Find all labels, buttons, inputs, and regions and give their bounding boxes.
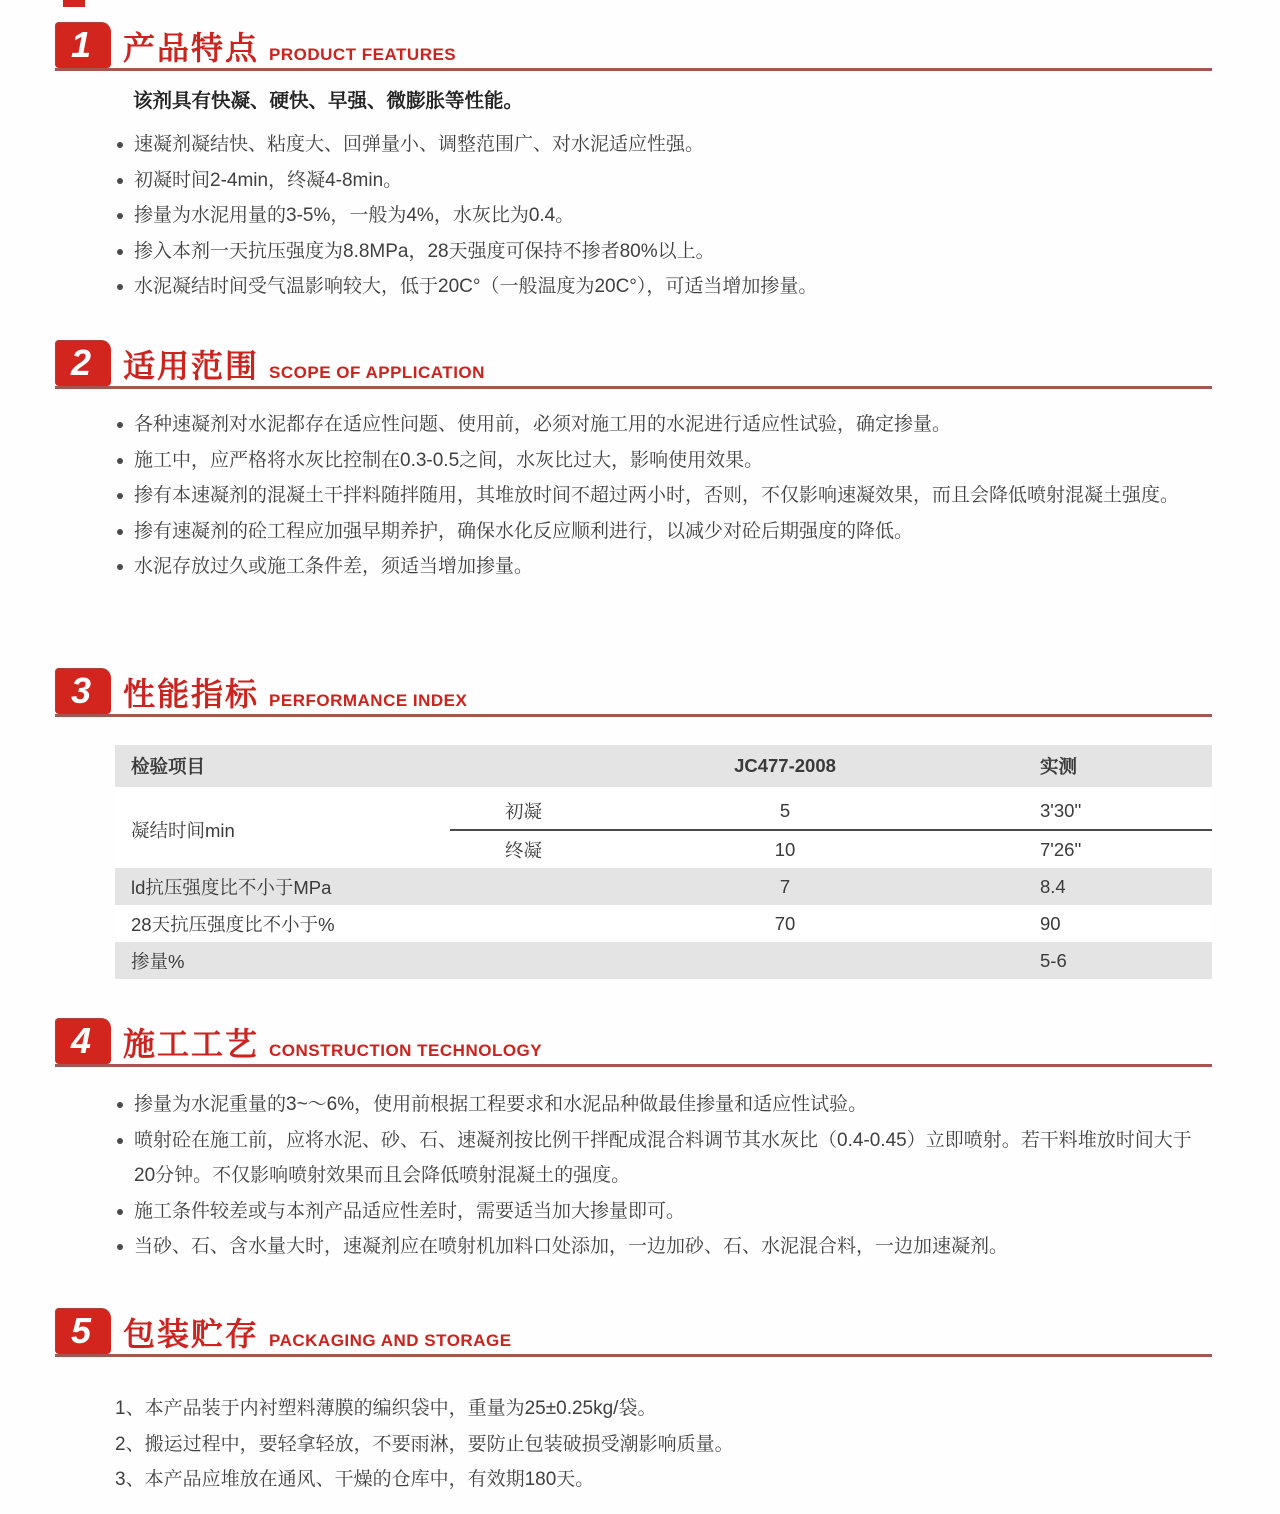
bullet-item: 掺有本速凝剂的混凝土干拌料随拌随用，其堆放时间不超过两小时，否则，不仅影响速凝效果，而且会降低喷射混凝土强度。 (115, 478, 1212, 514)
setting-subrows (450, 792, 1212, 868)
section-title-cn: 适用范围 (123, 348, 260, 384)
section-5-number-badge (55, 1308, 111, 1354)
row-label: 凝结时间min (131, 820, 235, 841)
packaging-item-list (115, 1391, 1212, 1498)
bullet-item: 施工中，应严格将水灰比控制在0.3-0.5之间，水灰比过大，影响使用效果。 (115, 443, 1212, 479)
standard-value: 7 (779, 875, 791, 897)
table-row-setting-time (115, 792, 1212, 868)
bullet-item: 施工条件较差或与本剂产品适应性差时，需要适当加大掺量即可。 (115, 1194, 1212, 1230)
section-title-cn: 包装贮存 (123, 1316, 260, 1352)
measured-value: 5-6 (1040, 949, 1067, 971)
measured-value: 3'30'' (1040, 799, 1082, 821)
section-3-number-badge (55, 668, 111, 714)
performance-table (115, 745, 1212, 979)
column-header-standard: JC477-2008 (734, 755, 836, 776)
section-product-features (0, 22, 1280, 305)
features-intro: 该剂具有快凝、硬快、早强、微膨胀等性能。 (133, 90, 524, 112)
section-scope-of-application (0, 340, 1280, 585)
section-title-cn: 施工工艺 (123, 1026, 260, 1062)
scope-bullet-list (115, 407, 1212, 585)
table-row-dosage (115, 942, 1212, 979)
table-row-1d-strength (115, 868, 1212, 905)
bullet-item: 水泥存放过久或施工条件差，须适当增加掺量。 (115, 549, 1212, 585)
measured-value: 90 (1040, 912, 1061, 934)
section-number: 4 (70, 1020, 92, 1061)
section-2-header (55, 340, 1212, 389)
subrow-label: 初凝 (505, 800, 543, 822)
section-performance-index (0, 668, 1280, 979)
features-bullet-list (115, 127, 1212, 305)
section-5-header (55, 1308, 1212, 1357)
column-header-item: 检验项目 (131, 756, 206, 777)
table-subrow-initial-set (450, 792, 1212, 831)
section-construction-technology (0, 1018, 1280, 1265)
table-subrow-final-set (450, 831, 1212, 868)
standard-value: 5 (779, 799, 791, 821)
section-number: 3 (70, 670, 92, 711)
bullet-item: 各种速凝剂对水泥都存在适应性问题、使用前，必须对施工用的水泥进行适应性试验，确定掺量。 (115, 407, 1212, 443)
section-3-header (55, 668, 1212, 717)
bullet-item: 掺量为水泥重量的3~～6%，使用前根据工程要求和水泥品种做最佳掺量和适应性试验。 (115, 1087, 1212, 1123)
section-number: 1 (70, 24, 92, 65)
bullet-item: 初凝时间2-4min，终凝4-8min。 (115, 163, 1212, 199)
bullet-item: 速凝剂凝结快、粘度大、回弹量小、调整范围广、对水泥适应性强。 (115, 127, 1212, 163)
bullet-item: 掺入本剂一天抗压强度为8.8MPa，28天强度可保持不掺者80%以上。 (115, 234, 1212, 270)
section-title-en: CONSTRUCTION TECHNOLOGY (269, 1041, 543, 1060)
bullet-item: 掺有速凝剂的砼工程应加强早期养护，确保水化反应顺利进行，以减少对砼后期强度的降低。 (115, 514, 1212, 550)
bullet-item: 当砂、石、含水量大时，速凝剂应在喷射机加料口处添加，一边加砂、石、水泥混合料，一边加速凝剂。 (115, 1229, 1212, 1265)
section-2-number-badge (55, 340, 111, 386)
section-packaging-storage (0, 1308, 1280, 1498)
row-label: 掺量% (131, 950, 185, 972)
standard-value: 10 (774, 838, 796, 860)
section-1-number-badge (55, 22, 111, 68)
measured-value: 8.4 (1040, 875, 1066, 897)
table-row-28d-strength (115, 905, 1212, 942)
measured-value: 7'26'' (1040, 838, 1082, 860)
section-title-en: PRODUCT FEATURES (269, 45, 457, 64)
bullet-item: 水泥凝结时间受气温影响较大，低于20C°（一般温度为20C°），可适当增加掺量。 (115, 269, 1212, 305)
subrow-label: 终凝 (505, 839, 543, 861)
row-label: ld抗压强度比不小于MPa (131, 876, 332, 898)
section-4-header (55, 1018, 1212, 1067)
row-label: 28天抗压强度比不小于% (131, 913, 335, 935)
section-title-en: SCOPE OF APPLICATION (269, 363, 485, 382)
bullet-item: 喷射砼在施工前，应将水泥、砂、石、速凝剂按比例干拌配成混合料调节其水灰比（0.4-0.45）立即喷射。若干料堆放时间大于20分钟。不仅影响喷射效果而且会降低喷射混凝土的强度。 (115, 1123, 1212, 1194)
section-title-en: PERFORMANCE INDEX (269, 691, 468, 710)
page-top-red-fragment (63, 0, 85, 7)
section-title-cn: 性能指标 (123, 676, 260, 712)
numbered-item: 3、本产品应堆放在通风、干燥的仓库中，有效期180天。 (115, 1469, 595, 1490)
bullet-item: 掺量为水泥用量的3-5%，一般为4%，水灰比为0.4。 (115, 198, 1212, 234)
section-number: 5 (70, 1310, 92, 1351)
construction-bullet-list (115, 1087, 1212, 1265)
numbered-item: 2、搬运过程中，要轻拿轻放，不要雨淋，要防止包装破损受潮影响质量。 (115, 1433, 734, 1455)
standard-value: 70 (774, 912, 796, 934)
section-4-number-badge (55, 1018, 111, 1064)
section-title-cn: 产品特点 (123, 30, 260, 66)
table-header-row (115, 745, 1212, 787)
section-1-header (55, 22, 1212, 71)
section-title-en: PACKAGING AND STORAGE (269, 1331, 512, 1350)
section-number: 2 (70, 342, 92, 383)
column-header-measured: 实测 (1040, 756, 1078, 777)
numbered-item: 1、本产品装于内衬塑料薄膜的编织袋中，重量为25±0.25kg/袋。 (115, 1398, 657, 1419)
